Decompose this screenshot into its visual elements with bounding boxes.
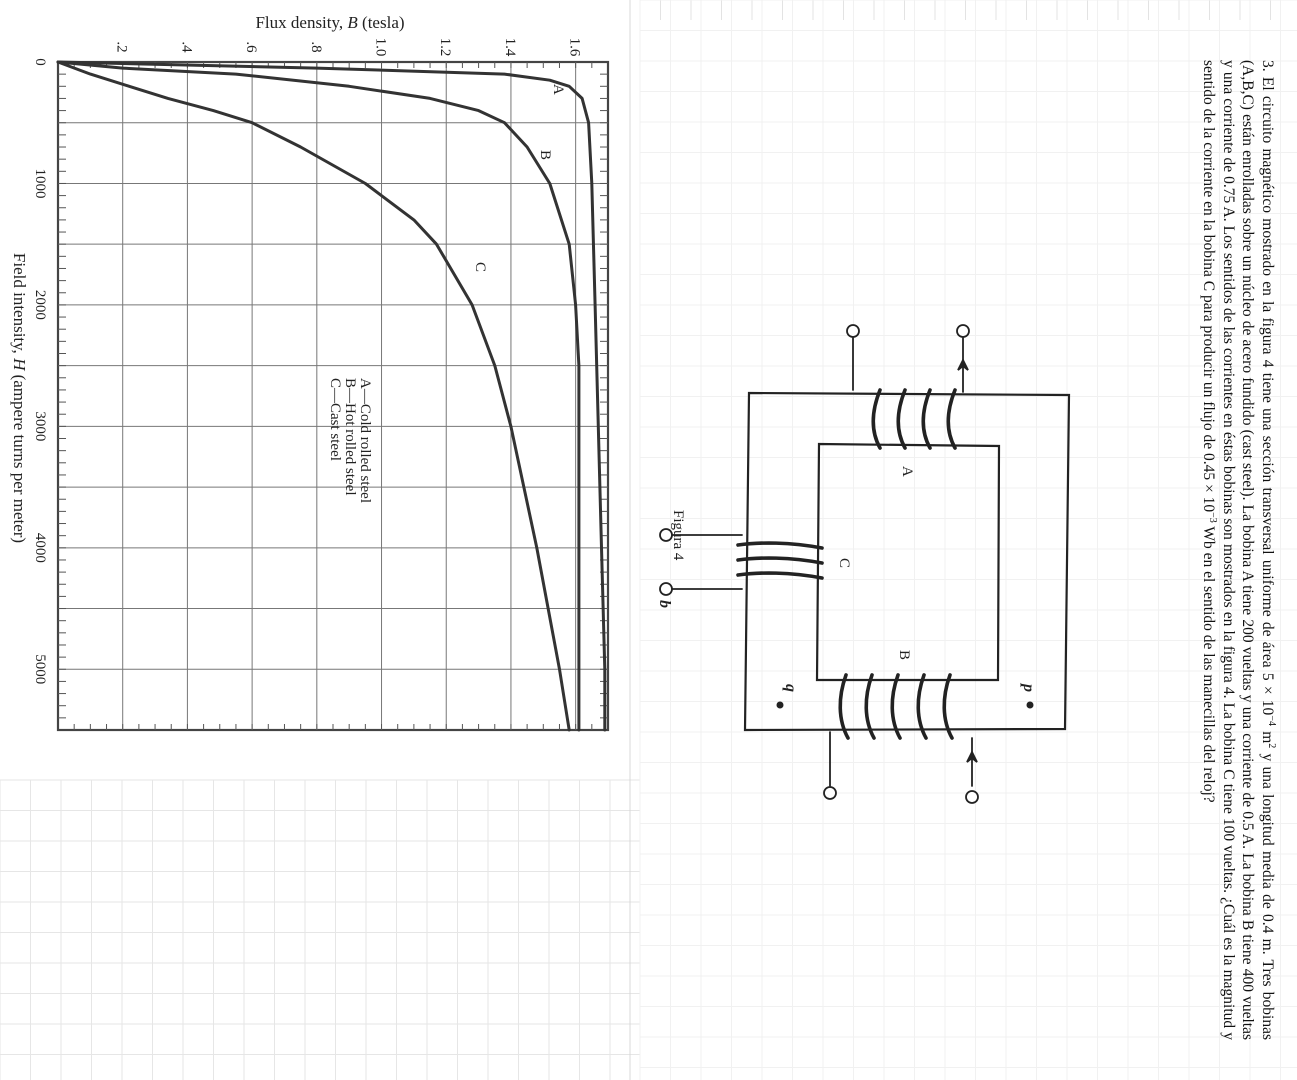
y-tick-label: 1.6 <box>566 37 583 57</box>
x-tick-label: 2000 <box>32 289 48 320</box>
coil-c-terminal-b <box>660 583 672 595</box>
coil-a-terminal-right <box>957 325 969 337</box>
coil-b-leads <box>830 732 977 786</box>
coil-b-terminal-right <box>966 791 978 803</box>
coil-b-terminal-left <box>824 787 836 799</box>
problem-text: El circuito magnético mostrado en la figura 4 tiene una sección transversal uniforme de área $5 \times 10^{-4}$ $m^2$ y una longitud media de 0.4 m. Tres bobinas (A,B,C) están enrolladas sobre un núcleo de acero fundido (cast steel). La bobina A tiene 200 vueltas y una corriente de 0.5 A. La bobina B tiene 400 vueltas y una corriente de 0.75 A. Los sentidos de las corrientes en éstas bobinas son mostrados en la figura 4. La bobina C tiene 100 vueltas. ¿Cuál es la magnitud y sentido de la corriente en la bobina C para producir un flujo de $0.45 \times 10^{-3}$ Wb en el sentido de las manecillas del reloj? <box>1200 60 1278 1041</box>
magnetic-circuit-figure <box>660 325 1069 803</box>
terminal-p-label: p <box>1020 684 1037 692</box>
x-tick-label: 1000 <box>32 168 48 199</box>
y-tick-label: .4 <box>178 41 195 53</box>
legend-item-a: A—Cold rolled steel <box>357 378 373 503</box>
terminal-b-label: b <box>656 600 673 608</box>
chart-ylabel: Flux density, B (tesla) <box>255 13 405 32</box>
legend-item-b: B—Hot rolled steel <box>342 378 358 496</box>
chart-tick-labels <box>32 38 583 685</box>
coil-c-label: C <box>836 558 852 569</box>
figure-caption: Figura 4 <box>670 510 686 561</box>
problem-statement <box>1199 60 1277 1040</box>
terminal-q-label: q <box>782 684 799 692</box>
x-tick-label: 4000 <box>32 532 48 563</box>
problem-number: 3. <box>1259 60 1276 72</box>
x-tick-label: 0 <box>32 58 48 66</box>
chart-legend <box>327 378 373 503</box>
y-tick-label: .2 <box>113 41 130 53</box>
y-tick-label: 1.0 <box>372 37 389 57</box>
curve-label-a: A <box>550 84 566 95</box>
coil-a-winding <box>873 390 955 448</box>
coil-b-label: B <box>896 650 912 661</box>
x-tick-label: 3000 <box>32 411 48 442</box>
y-tick-label: .8 <box>307 41 324 53</box>
coil-c-winding <box>738 543 822 578</box>
figure-labels <box>656 466 1037 692</box>
curve-label-b: B <box>537 150 553 161</box>
y-tick-label: .6 <box>243 41 260 53</box>
terminal-dot-p <box>1027 702 1034 709</box>
coil-a-leads <box>853 338 968 392</box>
coil-a-terminal-left <box>847 325 859 337</box>
bh-curve-chart <box>10 13 608 730</box>
curve-label-c: C <box>472 262 488 273</box>
curve-b <box>58 62 579 730</box>
y-tick-label: 1.2 <box>437 37 454 57</box>
legend-item-c: C—Cast steel <box>327 378 343 461</box>
curve-c <box>58 62 569 730</box>
y-tick-label: 1.4 <box>501 37 518 57</box>
coil-a-label: A <box>899 466 915 477</box>
x-tick-label: 5000 <box>32 654 48 685</box>
terminal-dot-q <box>777 702 784 709</box>
chart-xlabel: Field intensity, H (ampere turns per meter) <box>10 252 29 544</box>
